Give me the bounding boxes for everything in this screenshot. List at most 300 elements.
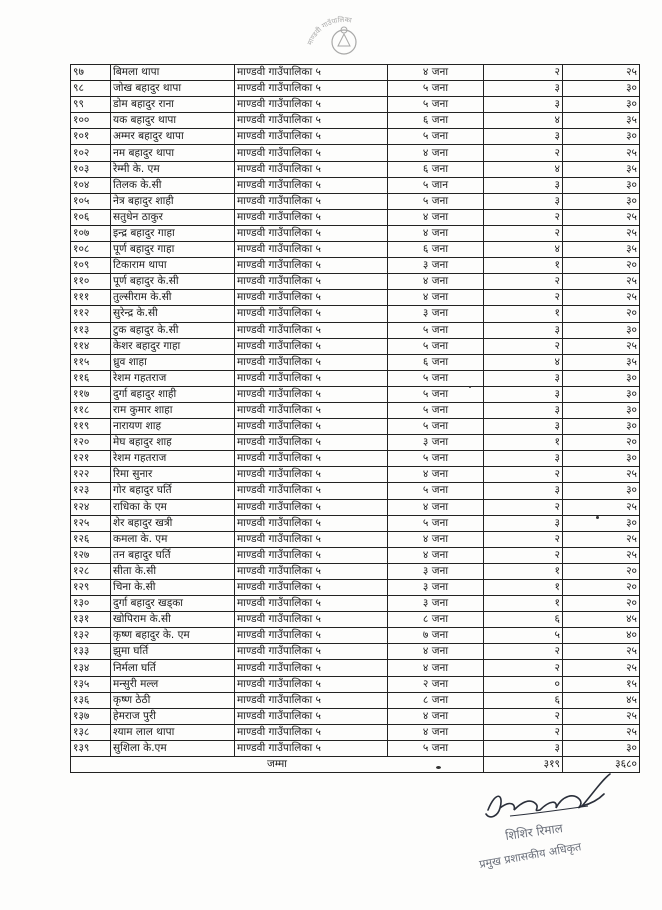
address-cell: माण्डवी गाउँपालिका ५ (235, 370, 388, 386)
table-row (71, 419, 640, 435)
serial-number-cell: १११ (71, 290, 111, 306)
amount-cell: ३० (563, 81, 640, 97)
address-cell: माण्डवी गाउँपालिका ५ (235, 644, 388, 660)
stamp-title: प्रमुख प्रशासकीय अधिकृत (478, 840, 583, 871)
number-cell: २ (484, 708, 563, 724)
address-cell: माण्डवी गाउँपालिका ५ (235, 499, 388, 515)
table-row (71, 515, 640, 531)
address-cell: माण्डवी गाउँपालिका ५ (235, 676, 388, 692)
beneficiary-name-cell: केशर बहादुर गाहा (111, 338, 235, 354)
family-count-cell: ५ जना (388, 129, 484, 145)
number-cell: ३ (484, 483, 563, 499)
amount-cell: ३० (563, 419, 640, 435)
number-cell: २ (484, 531, 563, 547)
number-cell: २ (484, 724, 563, 740)
address-cell: माण्डवी गाउँपालिका ५ (235, 451, 388, 467)
number-cell: १ (484, 596, 563, 612)
family-count-cell: ५ जान (388, 177, 484, 193)
family-count-cell: ३ जना (388, 435, 484, 451)
amount-cell: २५ (563, 274, 640, 290)
serial-number-cell: ११३ (71, 322, 111, 338)
table-row (71, 692, 640, 708)
family-count-cell: ४ जना (388, 531, 484, 547)
address-cell: माण्डवी गाउँपालिका ५ (235, 724, 388, 740)
beneficiary-name-cell: यक बहादुर थापा (111, 113, 235, 129)
beneficiary-name-cell: तन बहादुर घर्ति (111, 547, 235, 563)
number-cell: ३ (484, 322, 563, 338)
serial-number-cell: १३४ (71, 660, 111, 676)
address-cell: माण्डवी गाउँपालिका ५ (235, 708, 388, 724)
number-cell: २ (484, 209, 563, 225)
family-count-cell: ६ जना (388, 354, 484, 370)
amount-cell: ३० (563, 515, 640, 531)
amount-cell: ४५ (563, 692, 640, 708)
table-row (71, 563, 640, 579)
family-count-cell: ८ जना (388, 612, 484, 628)
number-cell: २ (484, 644, 563, 660)
amount-cell: २५ (563, 467, 640, 483)
amount-cell: ३० (563, 322, 640, 338)
table-row (71, 708, 640, 724)
number-cell: २ (484, 145, 563, 161)
number-cell: ३ (484, 193, 563, 209)
serial-number-cell: १३५ (71, 676, 111, 692)
beneficiary-table (70, 64, 640, 773)
family-count-cell: ६ जना (388, 161, 484, 177)
family-count-cell: ५ जना (388, 370, 484, 386)
number-cell: २ (484, 499, 563, 515)
serial-number-cell: १०७ (71, 225, 111, 241)
address-cell: माण्डवी गाउँपालिका ५ (235, 97, 388, 113)
family-count-cell: ५ जना (388, 402, 484, 418)
table-row (71, 129, 640, 145)
number-cell: ३ (484, 402, 563, 418)
number-cell: २ (484, 225, 563, 241)
amount-cell: ३० (563, 740, 640, 756)
beneficiary-name-cell: नेत्र बहादुर शाही (111, 193, 235, 209)
beneficiary-name-cell: सुरेन्द्र के.सी (111, 306, 235, 322)
address-cell: माण्डवी गाउँपालिका ५ (235, 161, 388, 177)
amount-cell: २५ (563, 531, 640, 547)
amount-cell: २५ (563, 145, 640, 161)
number-cell: ३ (484, 97, 563, 113)
serial-number-cell: १२३ (71, 483, 111, 499)
address-cell: माण्डवी गाउँपालिका ५ (235, 306, 388, 322)
serial-number-cell: ९९ (71, 97, 111, 113)
amount-cell: ३० (563, 129, 640, 145)
number-cell: २ (484, 290, 563, 306)
beneficiary-name-cell: निर्मला घर्ति (111, 660, 235, 676)
serial-number-cell: १२५ (71, 515, 111, 531)
serial-number-cell: ११७ (71, 386, 111, 402)
family-count-cell: ४ जना (388, 547, 484, 563)
table-row (71, 612, 640, 628)
address-cell: माण्डवी गाउँपालिका ५ (235, 129, 388, 145)
serial-number-cell: १३३ (71, 644, 111, 660)
beneficiary-name-cell: ध्रुव शाहा (111, 354, 235, 370)
serial-number-cell: १२२ (71, 467, 111, 483)
serial-number-cell: १२० (71, 435, 111, 451)
number-cell: ३ (484, 81, 563, 97)
number-cell: ३ (484, 419, 563, 435)
table-row (71, 628, 640, 644)
table-row (71, 290, 640, 306)
number-cell: ३ (484, 515, 563, 531)
family-count-cell: ५ जना (388, 193, 484, 209)
amount-cell: ४५ (563, 612, 640, 628)
amount-cell: २५ (563, 290, 640, 306)
serial-number-cell: १३२ (71, 628, 111, 644)
amount-cell: २५ (563, 660, 640, 676)
beneficiary-name-cell: तुल्सीराम के.सी (111, 290, 235, 306)
family-count-cell: ५ जना (388, 81, 484, 97)
serial-number-cell: ११० (71, 274, 111, 290)
address-cell: माण्डवी गाउँपालिका ५ (235, 338, 388, 354)
amount-cell: ३५ (563, 161, 640, 177)
amount-cell: २५ (563, 65, 640, 81)
amount-cell: ३० (563, 97, 640, 113)
amount-cell: २० (563, 596, 640, 612)
amount-cell: ३५ (563, 113, 640, 129)
number-cell: ३ (484, 177, 563, 193)
table-row (71, 547, 640, 563)
table-row (71, 660, 640, 676)
number-cell: ४ (484, 113, 563, 129)
family-count-cell: ७ जना (388, 628, 484, 644)
table-row (71, 499, 640, 515)
family-count-cell: ४ जना (388, 65, 484, 81)
official-signature-stamp (470, 770, 630, 885)
family-count-cell: ४ जना (388, 499, 484, 515)
amount-cell: २५ (563, 209, 640, 225)
amount-cell: २५ (563, 708, 640, 724)
ink-speck (596, 516, 599, 519)
table-row (71, 467, 640, 483)
amount-cell: १५ (563, 676, 640, 692)
table-row (71, 193, 640, 209)
family-count-cell: ४ जना (388, 274, 484, 290)
number-cell: १ (484, 580, 563, 596)
address-cell: माण्डवी गाउँपालिका ५ (235, 580, 388, 596)
amount-cell: २० (563, 563, 640, 579)
amount-cell: ३० (563, 386, 640, 402)
family-count-cell: ३ जना (388, 258, 484, 274)
number-cell: ३ (484, 386, 563, 402)
serial-number-cell: १०२ (71, 145, 111, 161)
number-cell: ३ (484, 451, 563, 467)
serial-number-cell: १२८ (71, 563, 111, 579)
family-count-cell: ६ जना (388, 242, 484, 258)
beneficiary-name-cell: कृष्ण बहादुर के. एम (111, 628, 235, 644)
family-count-cell: ३ जना (388, 596, 484, 612)
number-cell: १ (484, 258, 563, 274)
beneficiary-name-cell: गोर बहादुर घर्ति (111, 483, 235, 499)
family-count-cell: ४ जना (388, 660, 484, 676)
beneficiary-name-cell: झुमा घर्ति (111, 644, 235, 660)
number-cell: १ (484, 563, 563, 579)
address-cell: माण्डवी गाउँपालिका ५ (235, 242, 388, 258)
table-row (71, 65, 640, 81)
serial-number-cell: १०० (71, 113, 111, 129)
serial-number-cell: १२४ (71, 499, 111, 515)
address-cell: माण्डवी गाउँपालिका ५ (235, 209, 388, 225)
family-count-cell: ४ जना (388, 209, 484, 225)
amount-cell: २० (563, 258, 640, 274)
beneficiary-name-cell: कमला के. एम (111, 531, 235, 547)
number-cell: ३ (484, 740, 563, 756)
number-cell: ६ (484, 692, 563, 708)
ink-speck (469, 386, 471, 388)
table-row (71, 402, 640, 418)
address-cell: माण्डवी गाउँपालिका ५ (235, 740, 388, 756)
serial-number-cell: १३६ (71, 692, 111, 708)
address-cell: माण्डवी गाउँपालिका ५ (235, 290, 388, 306)
amount-cell: ३० (563, 193, 640, 209)
table-row (71, 580, 640, 596)
amount-cell: ३० (563, 177, 640, 193)
table-row (71, 531, 640, 547)
beneficiary-name-cell: टुक बहादुर के.सी (111, 322, 235, 338)
table-row (71, 258, 640, 274)
serial-number-cell: ११८ (71, 402, 111, 418)
family-count-cell: ४ जना (388, 644, 484, 660)
amount-cell: २० (563, 580, 640, 596)
beneficiary-name-cell: बिमला थापा (111, 65, 235, 81)
total-amount: ३६८० (563, 757, 640, 773)
address-cell: माण्डवी गाउँपालिका ५ (235, 660, 388, 676)
serial-number-cell: १३१ (71, 612, 111, 628)
seal-text: माण्डवी गाउँपालिका (306, 15, 353, 47)
address-cell: माण्डवी गाउँपालिका ५ (235, 612, 388, 628)
address-cell: माण्डवी गाउँपालिका ५ (235, 692, 388, 708)
family-count-cell: ५ जना (388, 483, 484, 499)
amount-cell: ३५ (563, 242, 640, 258)
serial-number-cell: १२१ (71, 451, 111, 467)
number-cell: २ (484, 547, 563, 563)
total-num: ३१९ (484, 757, 563, 773)
address-cell: माण्डवी गाउँपालिका ५ (235, 419, 388, 435)
stamp-name: शिशिर रिमाल (504, 821, 564, 843)
address-cell: माण्डवी गाउँपालिका ५ (235, 354, 388, 370)
municipality-seal (298, 8, 390, 68)
family-count-cell: ४ जना (388, 708, 484, 724)
serial-number-cell: १०४ (71, 177, 111, 193)
table-row (71, 177, 640, 193)
serial-number-cell: १०९ (71, 258, 111, 274)
beneficiary-name-cell: रेशम गहतराज (111, 370, 235, 386)
address-cell: माण्डवी गाउँपालिका ५ (235, 628, 388, 644)
table-row (71, 242, 640, 258)
table-row (71, 435, 640, 451)
address-cell: माण्डवी गाउँपालिका ५ (235, 596, 388, 612)
amount-cell: २५ (563, 644, 640, 660)
beneficiary-name-cell: मन्सुरी मल्ल (111, 676, 235, 692)
address-cell: माण्डवी गाउँपालिका ५ (235, 402, 388, 418)
table-row (71, 97, 640, 113)
serial-number-cell: ११६ (71, 370, 111, 386)
table-row (71, 740, 640, 756)
beneficiary-name-cell: हेमराज पुरी (111, 708, 235, 724)
serial-number-cell: ११२ (71, 306, 111, 322)
serial-number-cell: ९७ (71, 65, 111, 81)
beneficiary-name-cell: जोख बहादुर थापा (111, 81, 235, 97)
beneficiary-name-cell: इन्द्र बहादुर गाहा (111, 225, 235, 241)
table-row (71, 451, 640, 467)
table-row (71, 338, 640, 354)
beneficiary-name-cell: डोम बहादुर राना (111, 97, 235, 113)
amount-cell: ३० (563, 451, 640, 467)
family-count-cell: ५ जना (388, 338, 484, 354)
serial-number-cell: १२६ (71, 531, 111, 547)
beneficiary-name-cell: रेशम गहतराज (111, 451, 235, 467)
address-cell: माण्डवी गाउँपालिका ५ (235, 65, 388, 81)
address-cell: माण्डवी गाउँपालिका ५ (235, 435, 388, 451)
number-cell: ६ (484, 612, 563, 628)
family-count-cell: ५ जना (388, 451, 484, 467)
family-count-cell: ५ जना (388, 515, 484, 531)
number-cell: ३ (484, 370, 563, 386)
number-cell: ४ (484, 354, 563, 370)
amount-cell: ३० (563, 370, 640, 386)
family-count-cell: ४ जना (388, 145, 484, 161)
family-count-cell: ५ जना (388, 386, 484, 402)
family-count-cell: ५ जना (388, 419, 484, 435)
address-cell: माण्डवी गाउँपालिका ५ (235, 258, 388, 274)
number-cell: ० (484, 676, 563, 692)
number-cell: २ (484, 660, 563, 676)
total-label: जम्मा (71, 757, 484, 773)
address-cell: माण्डवी गाउँपालिका ५ (235, 386, 388, 402)
amount-cell: २० (563, 306, 640, 322)
family-count-cell: ५ जना (388, 97, 484, 113)
serial-number-cell: १०६ (71, 209, 111, 225)
serial-number-cell: ११९ (71, 419, 111, 435)
table-row (71, 386, 640, 402)
table-row (71, 724, 640, 740)
beneficiary-name-cell: खोपिराम के.सी (111, 612, 235, 628)
number-cell: ४ (484, 242, 563, 258)
beneficiary-name-cell: अम्मर बहादुर थापा (111, 129, 235, 145)
family-count-cell: ४ जना (388, 467, 484, 483)
amount-cell: २५ (563, 724, 640, 740)
serial-number-cell: १२९ (71, 580, 111, 596)
beneficiary-name-cell: राधिका के एम (111, 499, 235, 515)
beneficiary-name-cell: राम कुमार शाहा (111, 402, 235, 418)
table-row (71, 322, 640, 338)
serial-number-cell: ११५ (71, 354, 111, 370)
address-cell: माण्डवी गाउँपालिका ५ (235, 515, 388, 531)
amount-cell: ३५ (563, 354, 640, 370)
table-row (71, 676, 640, 692)
address-cell: माण्डवी गाउँपालिका ५ (235, 483, 388, 499)
serial-number-cell: १०३ (71, 161, 111, 177)
beneficiary-name-cell: रेम्मी के. एम (111, 161, 235, 177)
beneficiary-name-cell: मेघ बहादुर शाह (111, 435, 235, 451)
address-cell: माण्डवी गाउँपालिका ५ (235, 177, 388, 193)
amount-cell: ३० (563, 402, 640, 418)
number-cell: ५ (484, 628, 563, 644)
amount-cell: ३० (563, 483, 640, 499)
address-cell: माण्डवी गाउँपालिका ५ (235, 274, 388, 290)
serial-number-cell: १३९ (71, 740, 111, 756)
table-row (71, 209, 640, 225)
beneficiary-name-cell: तिलक के.सी (111, 177, 235, 193)
family-count-cell: ३ जना (388, 306, 484, 322)
address-cell: माण्डवी गाउँपालिका ५ (235, 113, 388, 129)
number-cell: ३ (484, 129, 563, 145)
amount-cell: २५ (563, 547, 640, 563)
beneficiary-name-cell: शेर बहादुर खत्री (111, 515, 235, 531)
beneficiary-table-body (71, 65, 640, 757)
table-row (71, 596, 640, 612)
table-row (71, 370, 640, 386)
address-cell: माण्डवी गाउँपालिका ५ (235, 467, 388, 483)
family-count-cell: ४ जना (388, 724, 484, 740)
table-row (71, 274, 640, 290)
amount-cell: २५ (563, 338, 640, 354)
beneficiary-name-cell: टिकाराम थापा (111, 258, 235, 274)
family-count-cell: ५ जना (388, 322, 484, 338)
table-row (71, 644, 640, 660)
amount-cell: २५ (563, 225, 640, 241)
family-count-cell: ५ जना (388, 740, 484, 756)
number-cell: १ (484, 435, 563, 451)
address-cell: माण्डवी गाउँपालिका ५ (235, 81, 388, 97)
serial-number-cell: १०१ (71, 129, 111, 145)
family-count-cell: ३ जना (388, 580, 484, 596)
serial-number-cell: १३० (71, 596, 111, 612)
address-cell: माण्डवी गाउँपालिका ५ (235, 322, 388, 338)
table-row (71, 81, 640, 97)
address-cell: माण्डवी गाउँपालिका ५ (235, 225, 388, 241)
serial-number-cell: १३७ (71, 708, 111, 724)
address-cell: माण्डवी गाउँपालिका ५ (235, 193, 388, 209)
serial-number-cell: ९८ (71, 81, 111, 97)
family-count-cell: २ जना (388, 676, 484, 692)
beneficiary-name-cell: सतुधेन ठाकुर (111, 209, 235, 225)
table-row (71, 113, 640, 129)
family-count-cell: ६ जना (388, 113, 484, 129)
table-row (71, 145, 640, 161)
ink-speck (436, 766, 441, 769)
family-count-cell: ८ जना (388, 692, 484, 708)
beneficiary-name-cell: सुशिला के.एम (111, 740, 235, 756)
serial-number-cell: १०८ (71, 242, 111, 258)
serial-number-cell: ११४ (71, 338, 111, 354)
table-row (71, 354, 640, 370)
amount-cell: ४० (563, 628, 640, 644)
beneficiary-name-cell: पूर्ण बहादुर के.सी (111, 274, 235, 290)
beneficiary-name-cell: रिमा सुनार (111, 467, 235, 483)
beneficiary-name-cell: पूर्ण बहादुर गाहा (111, 242, 235, 258)
beneficiary-name-cell: कृष्ण ठेठी (111, 692, 235, 708)
number-cell: २ (484, 467, 563, 483)
family-count-cell: ३ जना (388, 563, 484, 579)
table-row (71, 225, 640, 241)
amount-cell: २५ (563, 499, 640, 515)
number-cell: ४ (484, 161, 563, 177)
family-count-cell: ४ जना (388, 225, 484, 241)
serial-number-cell: १२७ (71, 547, 111, 563)
address-cell: माण्डवी गाउँपालिका ५ (235, 531, 388, 547)
address-cell: माण्डवी गाउँपालिका ५ (235, 563, 388, 579)
address-cell: माण्डवी गाउँपालिका ५ (235, 145, 388, 161)
amount-cell: २० (563, 435, 640, 451)
number-cell: २ (484, 274, 563, 290)
number-cell: २ (484, 338, 563, 354)
number-cell: १ (484, 306, 563, 322)
table-row (71, 306, 640, 322)
